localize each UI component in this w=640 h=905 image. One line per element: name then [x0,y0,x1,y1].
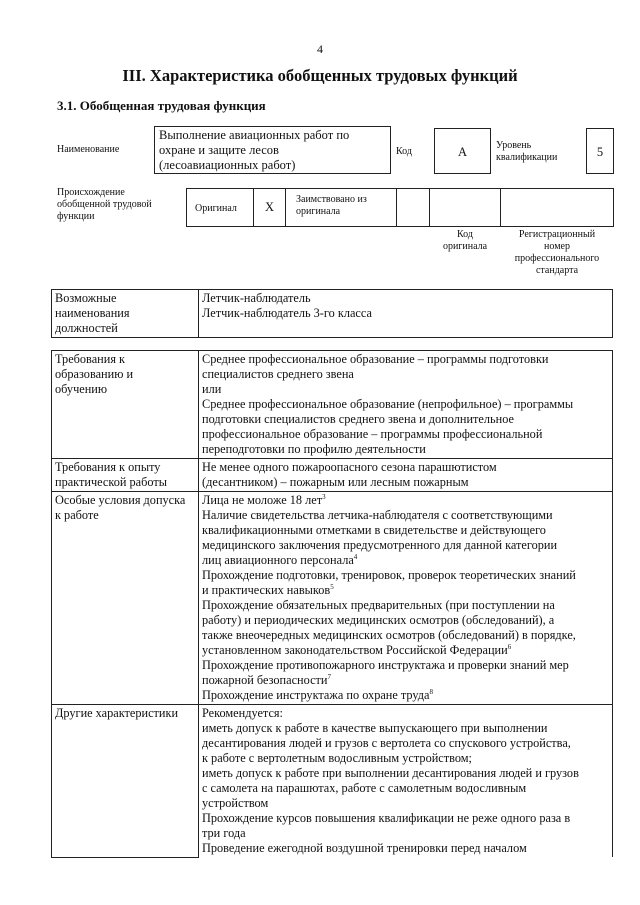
original-mark-cell: X [253,188,286,227]
label-line: должностей [55,321,118,335]
caption-line: профессионального [514,253,600,264]
positions-value-cell [199,290,613,338]
text-line: Прохождение подготовки, тренировок, проверок теоретических знаний [202,568,576,582]
caption-line: оригинала [442,241,488,252]
original-cell: Оригинал [186,188,254,227]
caption-line: номер [544,241,570,252]
label-line: Требования к опыту [55,460,161,474]
text-line: с самолета на парашютах, работе с самолетным водосливным [202,781,527,795]
label-line: наименования [55,306,130,320]
text-line: Прохождение обязательных предварительных (при поступлении на [202,598,555,612]
footnote-ref: 3 [322,492,326,501]
function-name-box [154,126,391,174]
origin-label [57,187,152,223]
borrowed-cell [285,188,397,227]
text-line [202,493,609,508]
text-line: десантирования людей и грузов с вертолета со спускового устройства, [202,736,571,750]
level-label [496,140,557,164]
requirements-table [51,350,613,858]
special-conditions-value-cell [199,492,613,705]
footnote-ref: 4 [353,552,358,561]
caption-line: Регистрационный [518,229,596,240]
borrowed-label-line: Заимствовано из [296,194,367,205]
positions-label-cell [52,290,199,338]
text-line: квалификационными отметками в свидетельстве и действующего [202,523,546,537]
origin-label-line: функции [57,211,95,222]
text-line [202,643,609,658]
experience-label-cell [52,459,199,492]
level-label-line: квалификации [496,152,558,163]
text-line [202,673,609,688]
text-line: также внеочередных медицинских осмотров (обследований) в порядке, [202,628,576,642]
footnote-ref: 8 [429,687,434,696]
text-line: Среднее профессиональное образование (непрофильное) – программы [202,397,574,411]
label-line: к работе [55,508,99,522]
text-line: Среднее профессиональное образование – программы подготовки [202,352,549,366]
text-line: к работе с вертолетным водосливным устройством; [202,751,472,765]
text-line: Рекомендуется: [202,706,283,720]
table-row [52,459,613,492]
text-line: Проведение ежегодной воздушной тренировки перед началом [202,841,527,855]
text-line [202,583,609,598]
origin-label-line: обобщенной трудовой [57,199,152,210]
position-title: Летчик-наблюдатель 3-го класса [202,306,372,320]
empty-cell [396,188,430,227]
level-value-box: 5 [586,128,614,174]
label-line: образованию и [55,367,134,381]
other-characteristics-label-cell [52,705,199,858]
text-line: иметь допуск к работе при выполнении десантирования людей и грузов [202,766,579,780]
text-line: профессиональное образование – программы профессиональной [202,427,543,441]
caption-line: стандарта [535,265,579,276]
registration-caption [500,229,614,277]
origin-label-line: Происхождение [57,187,125,198]
footnote-ref: 7 [327,672,331,681]
name-label: Наименование [57,144,120,155]
text-span: Лица не моложе 18 лет [202,493,323,507]
original-code-cell [429,188,501,227]
text-line: три года [202,826,246,840]
text-line: Не менее одного пожароопасного сезона парашютистом [202,460,497,474]
education-label-cell [52,351,199,459]
text-line: или [202,382,222,396]
position-title: Летчик-наблюдатель [202,291,311,305]
registration-number-cell [500,188,614,227]
table-row [52,705,613,858]
text-line: подготовки специалистов среднего звена и дополнительное [202,412,514,426]
text-line: работу) и периодических медицинских осмотров (обследований), а [202,613,555,627]
level-label-line: Уровень [496,140,532,151]
label-line: Требования к [55,352,126,366]
footnote-ref: 6 [507,642,512,651]
text-line: устройством [202,796,269,810]
label-line: практической работы [55,475,167,489]
positions-table [51,289,613,338]
text-line: медицинского заключения предусмотренного для данной категории [202,538,558,552]
section-title: III. Характеристика обобщенных трудовых функций [122,66,518,85]
code-label: Код [396,146,412,157]
text-span: и практических навыков [202,583,331,597]
label-line: Другие характеристики [55,706,179,720]
special-conditions-label-cell [52,492,199,705]
other-characteristics-value-cell [199,705,613,858]
label-line: обучению [55,382,108,396]
function-name-line: (лесоавиационных работ) [159,158,296,172]
code-caption [429,229,501,253]
footnote-ref: 5 [330,582,334,591]
text-line: Прохождение противопожарного инструктажа и проверки знаний мер [202,658,569,672]
education-value-cell [199,351,613,459]
caption-line: Код [457,229,473,240]
text-span: Прохождение инструктажа по охране труда [202,688,430,702]
text-span: пожарной безопасности [202,673,328,687]
borrowed-label-line: оригинала [296,206,341,217]
label-line: Особые условия допуска [55,493,186,507]
text-line [202,688,609,703]
function-name-line: Выполнение авиационных работ по [159,128,350,142]
text-line: иметь допуск к работе в качестве выпускающего при выполнении [202,721,548,735]
function-name-line: охране и защите лесов [159,143,279,157]
text-line: Наличие свидетельства летчика-наблюдателя с соответствующими [202,508,553,522]
text-line: Прохождение курсов повышения квалификации не реже одного раза в [202,811,571,825]
text-line [202,553,609,568]
table-row [52,290,613,338]
text-span: лиц авиационного персонала [202,553,354,567]
label-line: Возможные [55,291,117,305]
text-line: переподготовки по профилю деятельности [202,442,426,456]
text-span: установленном законодательством Российской Федерации [202,643,508,657]
code-value-box: A [434,128,491,174]
table-row [52,492,613,705]
text-line: специалистов среднего звена [202,367,354,381]
table-row [52,351,613,459]
text-line: (десантником) – пожарным или лесным пожарным [202,475,469,489]
experience-value-cell [199,459,613,492]
page-number: 4 [317,42,323,56]
subsection-title: 3.1. Обобщенная трудовая функция [57,98,266,113]
